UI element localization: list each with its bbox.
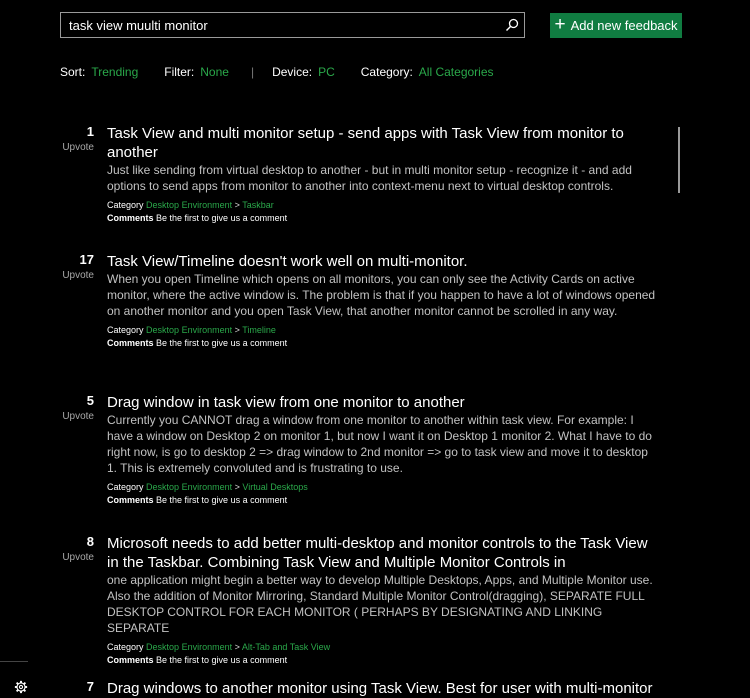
sort-filter[interactable]	[60, 65, 138, 79]
category-link[interactable]: Desktop Environment	[146, 200, 233, 210]
feedback-content	[107, 252, 657, 350]
feedback-content	[107, 124, 657, 225]
feedback-title[interactable]: Task View and multi monitor setup - send apps with Task View from monitor to another	[107, 125, 624, 161]
vote-count: 17	[79, 252, 94, 267]
vote-count: 1	[86, 124, 94, 139]
nav-divider	[0, 661, 28, 662]
filter-separator: |	[250, 65, 255, 79]
filter-filter[interactable]	[164, 65, 229, 79]
category-filter[interactable]	[361, 65, 494, 79]
subcategory-link[interactable]: Taskbar	[242, 200, 274, 210]
comments-label: Comments	[107, 495, 154, 505]
comments-text: Be the first to give us a comment	[156, 495, 288, 505]
comments-label: Comments	[107, 338, 154, 348]
category-row-label: Category	[107, 642, 144, 652]
add-feedback-button[interactable]	[550, 13, 682, 38]
filter-bar	[60, 65, 494, 79]
category-chevron: >	[234, 642, 240, 652]
feedback-meta	[107, 324, 657, 350]
subcategory-link[interactable]: Alt-Tab and Task View	[241, 642, 331, 652]
device-filter[interactable]	[272, 65, 335, 79]
category-link[interactable]: Desktop Environment	[146, 482, 233, 492]
search-box[interactable]	[60, 12, 525, 38]
comments-row	[107, 337, 657, 350]
comments-row	[107, 212, 657, 225]
feedback-meta	[107, 481, 657, 507]
add-feedback-label: Add new feedback	[570, 18, 678, 33]
filter-label: Filter:	[164, 65, 195, 79]
feedback-title[interactable]: Microsoft needs to add better multi-desktop and monitor controls to the Task View in the Taskbar. Combining Task View and Multiple Monitor Controls in	[107, 535, 648, 571]
vote-count: 7	[86, 679, 94, 694]
feedback-content	[107, 393, 657, 507]
category-row-label: Category	[107, 482, 144, 492]
category-label: Category:	[360, 65, 413, 79]
category-link[interactable]: Desktop Environment	[146, 325, 233, 335]
feedback-content	[107, 534, 657, 667]
filter-value[interactable]: None	[200, 65, 229, 79]
search-input[interactable]	[61, 13, 491, 37]
upvote-button[interactable]: Upvote	[62, 142, 94, 153]
feedback-title[interactable]: Drag windows to another monitor using Task View. Best for user with multi-monitor	[107, 680, 653, 697]
category-row	[107, 481, 657, 494]
vote-count: 5	[86, 393, 94, 408]
gear-icon[interactable]	[14, 680, 28, 694]
category-chevron: >	[234, 482, 240, 492]
comments-label: Comments	[107, 213, 154, 223]
feedback-description: Currently you CANNOT drag a window from one monitor to another within task view. For example: I have a window on Desktop 2 on monitor 1, but now I want it on Desktop 1 monitor 2. What I have to do right now, is go to desktop 2 => drag window to 2nd monitor => go to task view and move it to desktop 1. This is extremely convoluted and is frustrating to use.	[107, 413, 652, 475]
scrollbar-thumb[interactable]	[678, 127, 680, 193]
category-row	[107, 641, 657, 654]
feedback-description: When you open Timeline which opens on all monitors, you can only see the Activity Cards on active monitor, where the active window is. The problem is that if you happen to have a lot of windows opened on another monitor and you open Task View, that another monitor cannot be scrolled in any way.	[107, 272, 656, 318]
feedback-description: Just like sending from virtual desktop to another - but in multi monitor setup - recognize it - and add options to send apps from monitor to another into context-menu next to virtual desktop controls.	[107, 163, 632, 193]
comments-text: Be the first to give us a comment	[156, 655, 288, 665]
comments-text: Be the first to give us a comment	[156, 338, 288, 348]
feedback-content	[107, 679, 657, 698]
subcategory-link[interactable]: Timeline	[242, 325, 276, 335]
feedback-meta	[107, 641, 657, 667]
category-row	[107, 199, 657, 212]
feedback-title[interactable]: Task View/Timeline doesn't work well on multi-monitor.	[107, 253, 468, 270]
category-value[interactable]: All Categories	[418, 65, 494, 79]
category-chevron: >	[234, 325, 240, 335]
category-chevron: >	[234, 200, 240, 210]
device-label: Device:	[272, 65, 313, 79]
sort-value[interactable]: Trending	[91, 65, 139, 79]
plus-icon: +	[554, 14, 566, 35]
feedback-meta	[107, 199, 657, 225]
subcategory-link[interactable]: Virtual Desktops	[242, 482, 308, 492]
feedback-description: one application might begin a better way to develop Multiple Desktops, Apps, and Multiple Monitor use. Also the addition of Monitor Mirroring, Standard Multiple Monitor Control(dragging), SEPARATE FULL DESKTOP CONTROL FOR EACH MONITOR ( PERHAPS BY DESIGNATING AND LINKING SEPARATE	[107, 573, 653, 635]
comments-label: Comments	[107, 655, 154, 665]
search-icon[interactable]	[504, 17, 520, 33]
category-link[interactable]: Desktop Environment	[146, 642, 233, 652]
category-row-label: Category	[107, 325, 144, 335]
comments-row	[107, 494, 657, 507]
feedback-title[interactable]: Drag window in task view from one monitor to another	[107, 394, 465, 411]
category-row-label: Category	[107, 200, 144, 210]
device-value[interactable]: PC	[318, 65, 335, 79]
comments-row	[107, 654, 657, 667]
sort-label: Sort:	[60, 65, 86, 79]
vote-count: 8	[86, 534, 94, 549]
comments-text: Be the first to give us a comment	[156, 213, 288, 223]
upvote-button[interactable]: Upvote	[62, 270, 94, 281]
category-row	[107, 324, 657, 337]
upvote-button[interactable]: Upvote	[62, 552, 94, 563]
upvote-button[interactable]: Upvote	[62, 411, 94, 422]
